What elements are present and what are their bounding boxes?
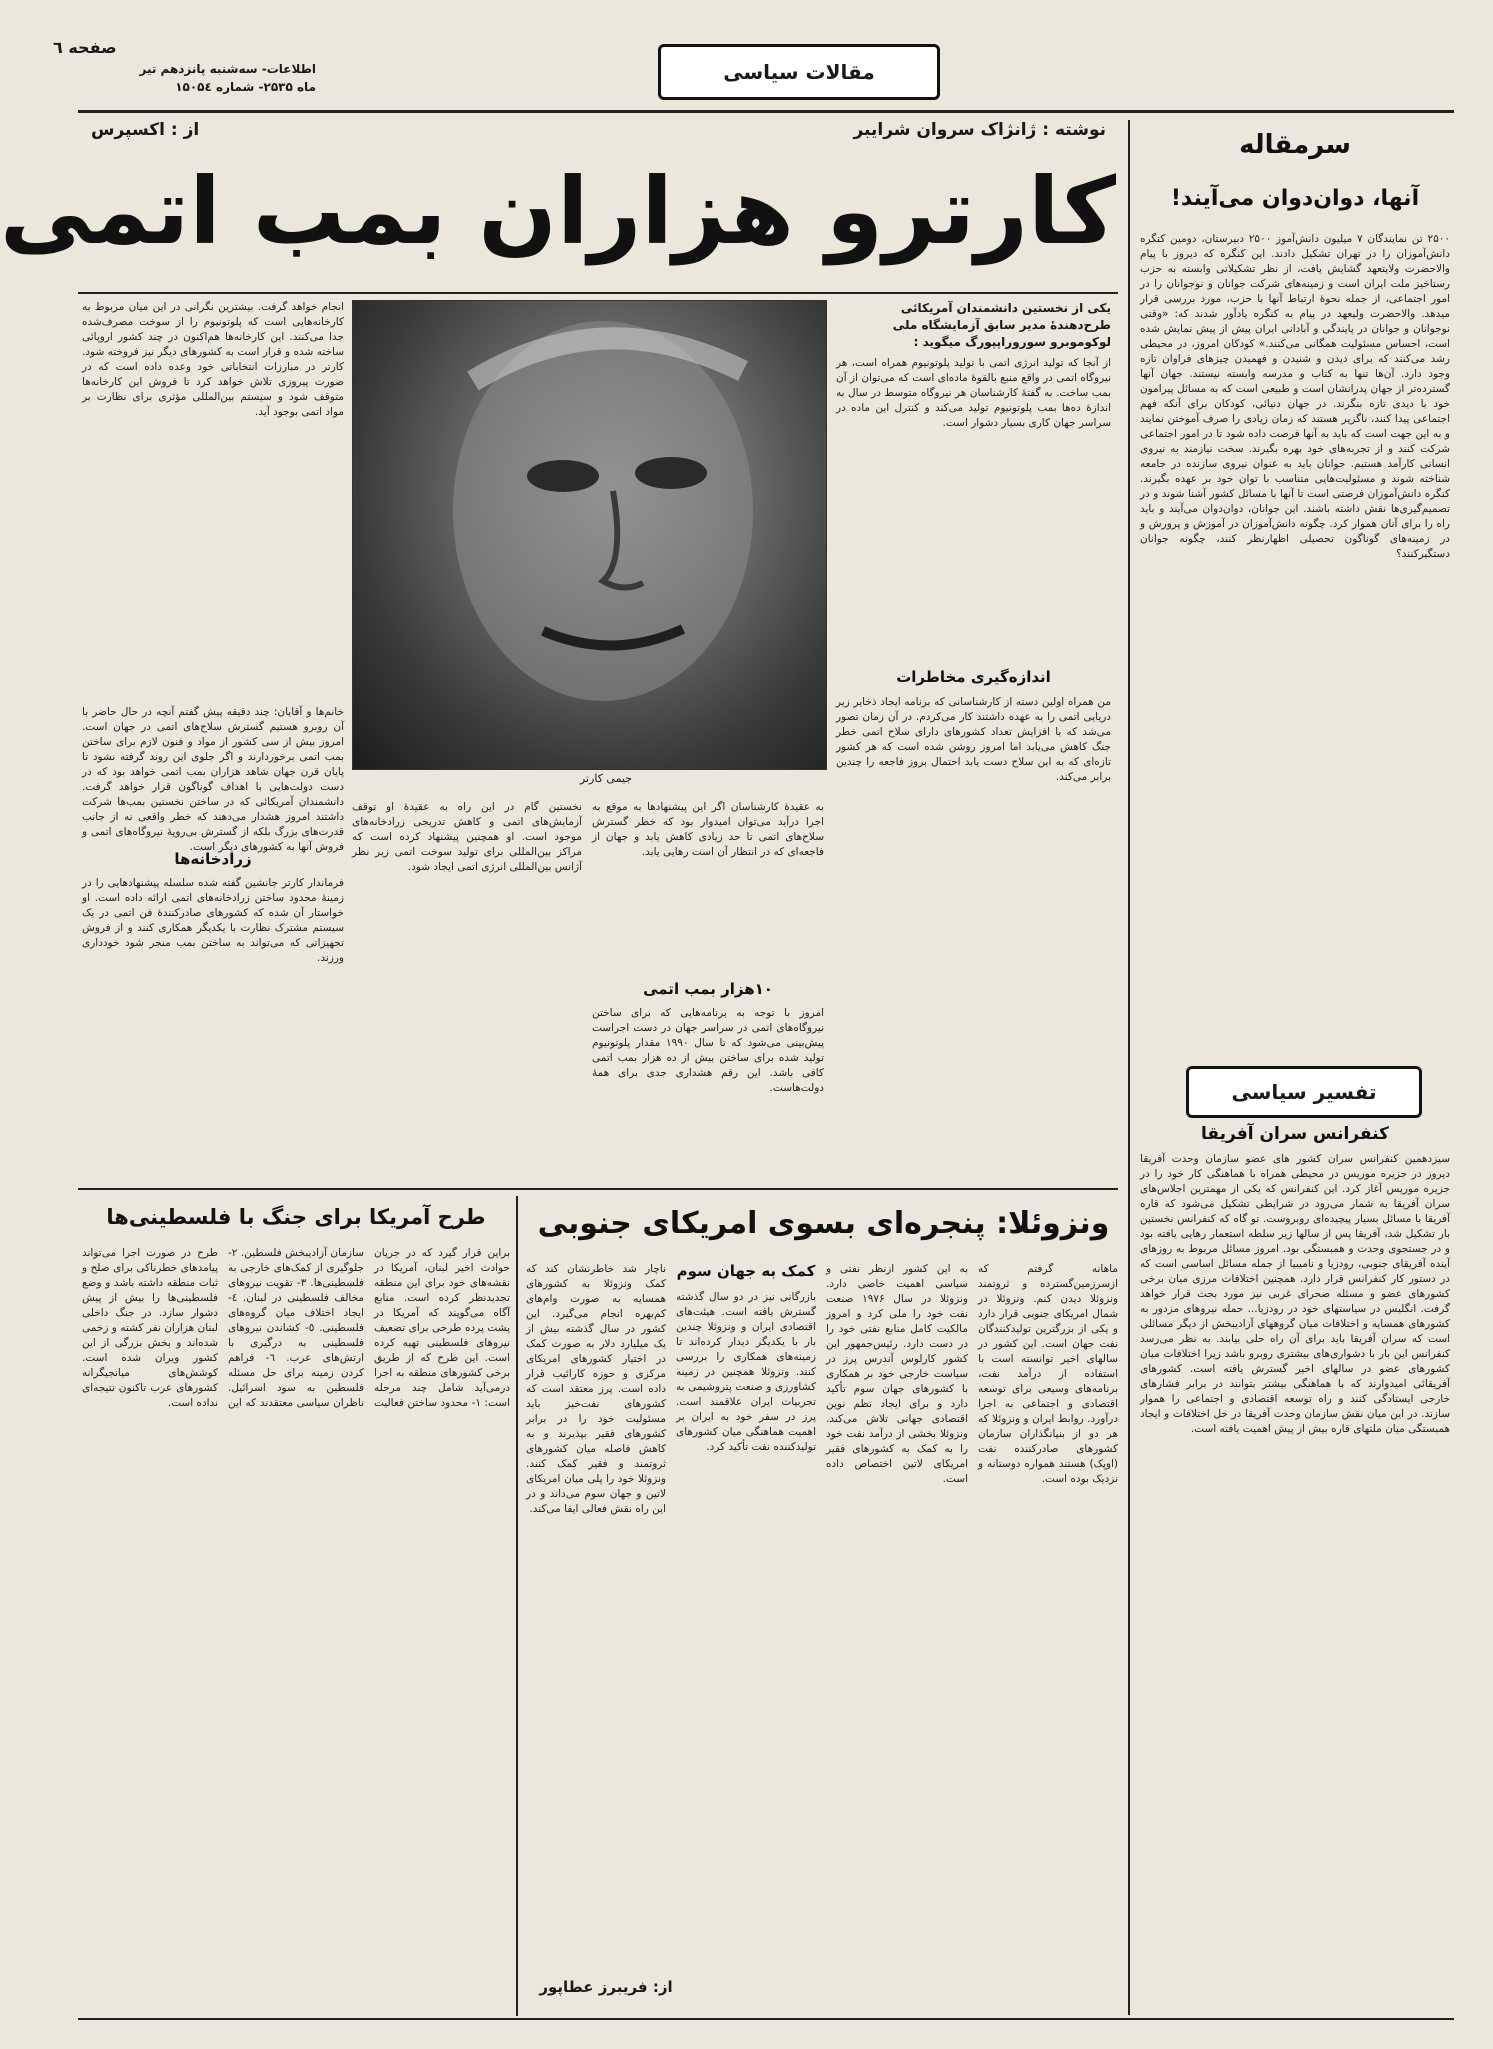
palestine-headline: طرح آمریکا برای جنگ با فلسطینی‌ها [106, 1205, 486, 1229]
edition-line-2: ماه ۲۵۳۵- شماره ۱۵۰۵٤ [175, 80, 316, 94]
section-banner-label: مقالات سیاسی [723, 60, 875, 84]
subhead-risks-text: من همراه اولین دسته از کارشناسانی که برنامه ایجاد ذخایر زیر دریایی اتمی را به عهده داشتند کار می‌کردم. در آن زمان تصور می‌شد که با افزایش تعداد کشورهای دارای سلاح اتمی خطر جنگ کاهش می‌یابد اما امروز روشن شده است که هر کشور تازه‌ای که به این سلاح دست یابد احتمال بروز فاجعه را چندین برابر می‌کند. [836, 696, 1111, 783]
analysis-body: سیزدهمین کنفرانس سران کشور های عضو سازمان وحدت آفریقا دیروز در جزیره موریس در محیطی همراه با هماهنگی کار خود را در جزیره موریس آغاز کرد. این کنفرانس که یکی از مهمترین اجلاس‌های سران آفریقا به شمار می‌رود در شرایطی تشکیل می‌شود که قاره آفریقا با مسائل بسیار پیچیده‌ای روبروست. تو گاه که کنفرانس نخستین بار تشکیل شد، آفریقا پس از سالها زیر سلطه استعمار رهایی یافته بود و در جستجوی وحدت و همبستگی بود. امروز مسائل مربوط به روزهای آینده آفریقای جنوبی، رودزیا و نامیبیا از جمله مسائل اساسی است که در دستور کار کنفرانس قرار دارد. همچنین اختلافات مرزی میان برخی کشورهای عضو و مسئله صحرای غربی نیز مورد بحث قرار خواهد گرفت. انگلیس در سیاستهای خود در رودزیا... حمله نیروهای مزدور به کشورهای همسایه و اختلافات میان گروههای آزادیبخش از دیگر مسائلی است که سران آفریقا باید برای آن راه حلی بیابند. به نظر می‌رسد کنفرانس این بار با دشواری‌های بیشتری روبرو باشد زیرا اختلافات میان کشورهای عضو در سالهای اخیر گسترش یافته است. کشورهای آفریقائی امیدوارند که با هماهنگی بیشتر بتوانند در برابر فشارهای خارجی ایستادگی کنند و راه توسعه اقتصادی و اجتماعی را هموار سازند. در این میان نقش سازمان وحدت آفریقا در حل اختلافات و ایجاد همبستگی میان ملتهای قاره بیش از پیش اهمیت یافته است. [1140, 1153, 1450, 1435]
subhead-risks: اندازه‌گیری مخاطرات [896, 668, 1051, 686]
right-column-rule [1128, 120, 1130, 2015]
article-lower-right: به عقیدهٔ کارشناسان اگر این پیشنهادها به موقع به اجرا درآید می‌توان امیدوار بود که خطر گسترش سلاح‌های اتمی تا حد زیادی کاهش یابد و جهان از فاجعه‌ای که در انتظار آن است رهایی یابد. [592, 801, 824, 858]
venezuela-col-3: بازرگانی نیز در دو سال گذشته گسترش یافته است. هیئت‌های اقتصادی ایران و ونزوئلا چندین بار با یکدیگر دیدار کرده‌اند تا زمینه‌های همکاری را بررسی کنند. ونزوئلا همچنین در زمینه کشاورزی و صنعت پتروشیمی به تجربیات ایران علاقمند است. پرز در سفر خود به ایران بر اهمیت هماهنگی میان کشورهای تولیدکننده نفت تأکید کرد. [676, 1291, 816, 1453]
venezuela-col-2: به این کشور ازنظر نفتی و سیاسی اهمیت خاصی دارد. ونزوئلا در سال ۱۹۷۶ صنعت نفت خود را ملی کرد و امروز مالکیت کامل منابع نفتی خود را در دست دارد. رئیس‌جمهور این کشور کارلوس آندرس پرز در سیاست خارجی خود بر همکاری با کشورهای جهان سوم تأکید دارد و برای ایجاد نظم نوین اقتصادی جهانی تلاش می‌کند. ونزوئلا بخشی از درآمد نفت خود را به کمک به کشورهای فقیر امریکای لاتین اختصاص داده است. [826, 1263, 968, 1485]
editorial-headline: آنها، دوان‌دوان می‌آیند! [1170, 186, 1420, 211]
venezuela-col-4: ناچار شد خاطرنشان کند که کمک ونزوئلا به کشورهای همسایه به صورت وام‌های کم‌بهره انجام می‌گیرد. این کشور در سال گذشته بیش از یک میلیارد دلار به صورت کمک در اختیار کشورهای امریکای مرکزی و حوزه کارائیب قرار داده است. پرز معتقد است که کشورهای نفت‌خیز باید مسئولیت خود را در برابر کشورهای فقیر بپذیرند و به کاهش فاصله میان کشورهای ثروتمند و فقیر کمک کنند. ونزوئلا خود را پلی میان امریکای لاتین و جهان سوم می‌داند و در این راه نقش فعالی ایفا می‌کند. [526, 1263, 666, 1515]
venezuela-subhead: کمک به جهان سوم [676, 1262, 816, 1280]
article-source: از : اکسپرس [91, 120, 200, 140]
venezuela-author: از: فریبرز عطاپور [539, 1978, 673, 1996]
article-bottom-rule [78, 1188, 1118, 1190]
article-intro-heading: یکی از نخستین دانشمندان آمریکائی طرح‌دهندهٔ مدیر سابق آزمایشگاه ملی لوکوموبرو سوروراپپورگ میگوید : [892, 301, 1111, 349]
main-headline: کارترو هزاران بمب اتمی [0, 158, 1116, 265]
subhead-arsenals: زرادخانه‌ها [174, 850, 252, 868]
article-lower-mid: نخستین گام در این راه به عقیدهٔ او توقف آزمایش‌های اتمی و کاهش تدریجی زرادخانه‌های موجود است. او همچنین پیشنهاد کرده است که مراکز بین‌المللی برای تولید سوخت اتمی زیر نظر آژانس بین‌المللی انرژی اتمی ایجاد شود. [352, 801, 582, 873]
page-bottom-rule [78, 2018, 1454, 2020]
edition-line-1: اطلاعات- سه‌شنبه پانزدهم تیر [139, 62, 316, 76]
palestine-body: براین قرار گیرد که در جریان حوادث اخیر لبنان، آمریکا در نقشه‌های خود برای این منطقه تجدیدنظر کرده است. منابع آگاه می‌گویند که آمریکا در پشت پرده طرحی برای تضعیف نیروهای فلسطینی تهیه کرده است. این طرح که از طریق برخی کشورهای منطقه به اجرا درمی‌آید شامل چند مرحله است: ١- محدود ساختن فعالیت سازمان آزادیبخش فلسطین. ٢- جلوگیری از کمک‌های خارجی به فلسطینی‌ها. ٣- تقویت نیروهای مخالف فلسطینی در لبنان. ٤- ایجاد اختلاف میان گروه‌های فلسطینی. ٥- کشاندن نیروهای فلسطینی به درگیری با ارتش‌های عرب. ٦- فراهم کردن زمینه برای حل مسئله فلسطین به سود اسرائیل. ناظران سیاسی معتقدند که این طرح در صورت اجرا می‌تواند پیامدهای خطرناکی برای صلح و ثبات منطقه داشته باشد و وضع فلسطینی‌ها را بیش از پیش دشوار سازد. در جنگ داخلی لبنان هزاران نفر کشته و زخمی شده‌اند و بخش بزرگی از این کشور ویران شده است. کوشش‌های میانجیگرانه کشورهای عرب تاکنون نتیجه‌ای نداده است. [82, 1247, 510, 1409]
analysis-banner [1186, 1066, 1422, 1118]
headline-rule [78, 292, 1118, 294]
section-banner [658, 44, 940, 100]
venezuela-col-1: ماهانه گرفتم که ازسرزمین‌گسترده و ثروتمند ونزوئلا دیدن کنم. ونزوئلا در شمال امریکای جنوبی قرار دارد و یکی از بزرگترین تولیدکنندگان نفت جهان است. این کشور در سالهای اخیر توانسته است با استفاده از درآمد نفت، برنامه‌های وسیعی برای توسعه اقتصادی و اجتماعی به اجرا درآورد. روابط ایران و ونزوئلا که هر دو از بنیانگذاران سازمان کشورهای صادرکننده نفت (اوپک) هستند همواره دوستانه و نزدیک بوده است. [978, 1263, 1118, 1485]
analysis-headline: کنفرانس سران آفریقا [1201, 1124, 1389, 1144]
editorial-body: ۲۵۰۰ تن نمایندگان ۷ میلیون دانش‌آموز ۲۵۰۰ دبیرستان، دومین کنگره دانش‌آموزان را در تهران تشکیل دادند. این کنگره که دیروز با پیام والاحضرت ولایتعهد گشایش یافت، از نظر تشکیلاتی وابسته به حزب رستاخیز ملت ایران است و زمینه‌های شرکت جوانان و نوجوانان را در امور اجتماعی، از جمله نحوهٔ ارتباط آنها با حزب، مورد بررسی قرار میدهد. والاحضرت ولیعهد در پیام به کنگره یادآور شدند که: «وقتی نوجوانان و جوانان در پایندگی و آبادانی ایران پیش از پیش نمایش شده است، احساس مسئولیت همگانی می‌کنند.» کودکان امروز، در محیطی رشد می‌کنند که برای دیدن و شنیدن و فهمیدن چیزهای فراوان تازه وجود دارد. آن‌ها تنها به کتاب و مدرسه وابسته نیستند. جهان آنها گسترده‌تر از جهان پدرانشان است و طبیعی است که به مسائل پیرامون خود با دیدی تازه بنگرند. در جهان دنیائی، کودکان برای آنکه فهم اجتماعی پیدا کنند، ناگزیر هستند که زمان زیادی را صرف آموختن نمایند و به این جهت است که باید به آنها فرصت داده شود تا در امور اجتماعی شرکت کنند و از تجربه‌های خود بهره بگیرند. سخت نیازمند به نیروی انسانی کارآمد هستیم. جوانان باید به عنوان نیروی سازنده در جامعه شناخته شوند و مسئولیت‌هایی متناسب با توان خود بر عهده بگیرند. کنگره دانش‌آموزان فرصتی است تا آنها با مسائل کشور آشنا شوند و در تصمیم‌گیری‌ها نقش داشته باشند. این جوانان، دوان‌دوان می‌آیند و باید راه را برای آنان هموار کرد. چگونه دانش‌آموزان در آموزش و پرورش و در زمینه‌های گوناگون تحصیلی اظهارنظر کنند، چگونه جوانان دستگیرکنند؟ [1140, 233, 1450, 560]
article-column-left: انجام خواهد گرفت. بیشترین نگرانی در این میان مربوط به کارخانه‌هایی است که پلوتونیوم را از سوخت مصرف‌شده جدا می‌کنند. این کارخانه‌ها هم‌اکنون در چند کشور اروپائی ساخته شده و قرار است به کشورهای دیگر نیز فروخته شود. کارتر در مبارزات انتخاباتی خود وعده داده است که در صورت پیروزی تلاش خواهد کرد تا فروش این کارخانه‌ها متوقف شود و سیستم بین‌المللی مؤثری برای نظارت بر مواد اتمی بوجود آید. [82, 301, 344, 418]
subhead-arsenals-text: فرماندار کارتر جانشین گفته شده سلسله پیشنهادهایی را در زمینهٔ محدود ساختن زرادخانه‌های اتمی ارائه داده است. او خواستار آن شده که کشورهای صادرکنندهٔ فن اتمی در یک سیستم مشترک نظارت با یکدیگر همکاری کنند و از فروش تجهیزاتی که می‌تواند به ساختن بمب منجر شود خودداری ورزند. [82, 877, 344, 964]
venezuela-divider [516, 1196, 518, 2016]
analysis-banner-label: تفسیر سیاسی [1231, 1080, 1377, 1104]
subhead-10k-bombs-text: امروز با توجه به برنامه‌هایی که برای ساختن نیروگاه‌های اتمی در سراسر جهان در دست اجراست پیش‌بینی می‌شود که تا سال ۱۹۹۰ مقدار پلوتونیوم تولید شده برای ساختن بیش از ده هزار بمب اتمی کافی باشد. این رقم هشداری جدی برای همهٔ دولت‌هاست. [592, 1007, 825, 1094]
article-column-right: از آنجا که تولید انرژی اتمی با تولید پلوتونیوم همراه است، هر نیروگاه اتمی در واقع منبع بالقوهٔ ماده‌ای است که می‌توان از آن بمب ساخت. به گفتهٔ کارشناسان هر نیروگاه متوسط در سال به اندازهٔ ده‌ها بمب پلوتونیوم تولید می‌کند و کنترل این ماده در سراسر جهان کاری بسیار دشوار است. [836, 357, 1111, 429]
article-byline: نوشته : ژانژاک سروان شرایبر [853, 120, 1106, 140]
portrait-illustration [353, 301, 826, 769]
header-rule [78, 110, 1454, 113]
article-column-left-2: خانم‌ها و آقایان: چند دقیقه پیش گفتم آنچه در حال حاضر با آن روبرو هستیم گسترش سلاح‌های اتمی در جهان است. امروز بیش از سی کشور از مواد و فنون لازم برای ساختن بمب اتمی برخوردارند و اگر جلوی این روند گرفته نشود تا پایان قرن جهان شاهد هزاران بمب اتمی خواهد بود که در دست دولت‌هایی با اهداف گوناگون قرار خواهد گرفت. دانشمندان آمریکائی که در ساختن نخستین بمب‌ها شرکت داشتند امروز هشدار می‌دهند که خطر واقعی نه از جانب قدرت‌های بزرگ بلکه از گسترش بی‌رویهٔ نیروگاه‌های اتمی و فروش آنها به کشورهای دیگر است. [82, 706, 344, 853]
carter-photo [352, 300, 827, 770]
photo-caption: جیمی کارتر [579, 772, 633, 785]
page-number: صفحه ٦ [53, 38, 117, 57]
venezuela-headline: ونزوئلا: پنجره‌ای بسوی امریکای جنوبی [537, 1206, 1110, 1241]
editorial-title: سرمقاله [1239, 130, 1351, 160]
subhead-10k-bombs: ١٠هزار بمب اتمی [643, 980, 773, 998]
page-header [36, 0, 1493, 140]
